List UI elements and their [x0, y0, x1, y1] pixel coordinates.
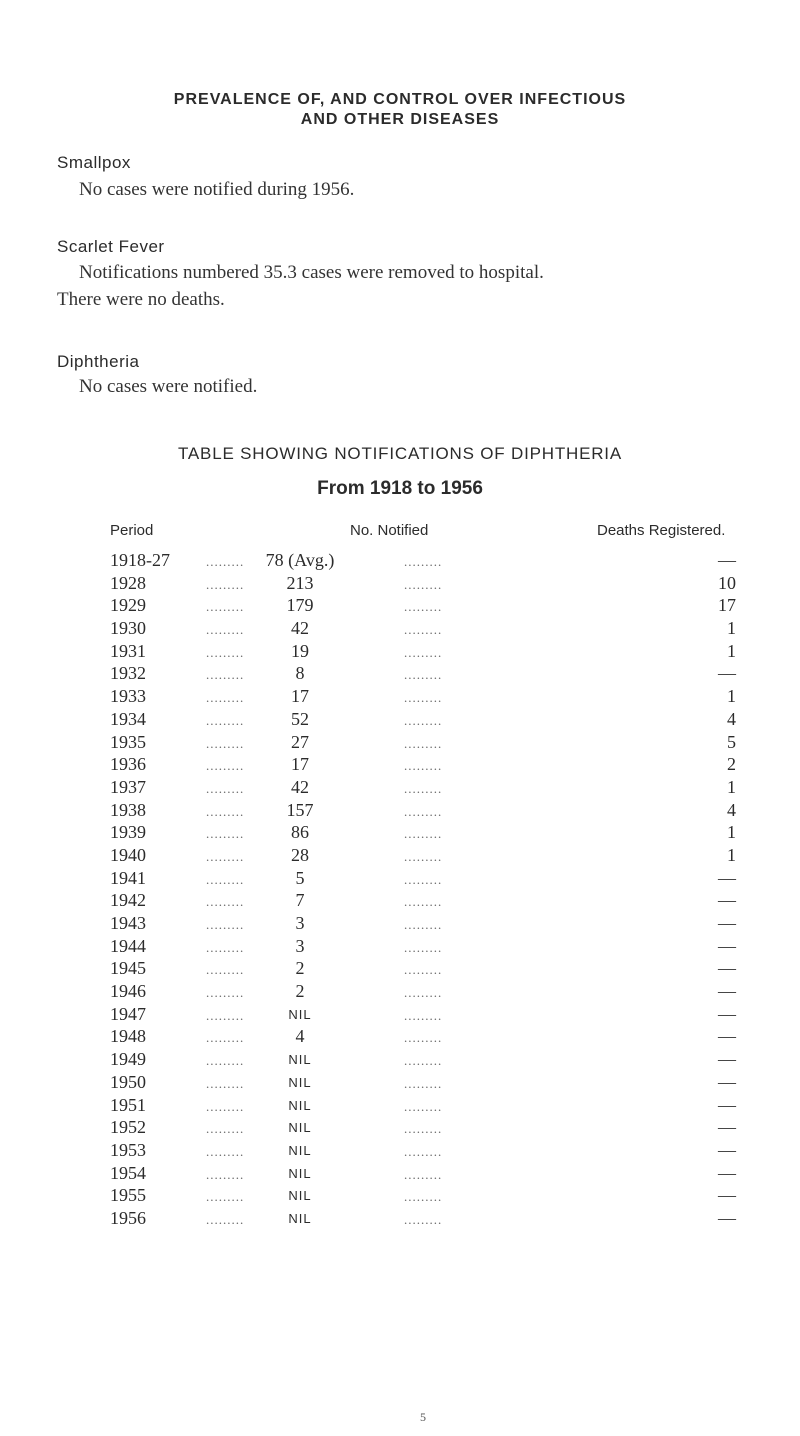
table-row	[0, 800, 800, 823]
deaths-cell: —	[718, 867, 736, 888]
period-cell: 1933	[110, 686, 146, 707]
dot-leader: .........	[404, 622, 443, 638]
table-row	[0, 913, 800, 936]
dot-leader: .........	[404, 576, 443, 592]
notified-cell: 5	[295, 867, 305, 888]
notified-cell: 3	[295, 935, 305, 956]
dot-leader: .........	[206, 894, 245, 910]
notified-cell: 27	[291, 731, 309, 752]
dot-leader: .........	[206, 622, 245, 638]
dot-leader: .........	[404, 917, 443, 932]
dot-leader: .........	[206, 803, 245, 819]
deaths-cell: —	[718, 550, 736, 570]
notified-cell: 8	[295, 663, 305, 684]
dot-leader: .........	[206, 1007, 245, 1023]
dot-leader: .........	[404, 599, 443, 615]
notified-cell: NIL	[288, 1142, 312, 1158]
dot-leader: .........	[206, 962, 245, 978]
dot-leader: .........	[206, 1166, 245, 1182]
dot-leader: .........	[206, 576, 245, 592]
notifications-table	[0, 550, 800, 1231]
dot-leader: .........	[206, 1075, 245, 1091]
page-title-line-1: PREVALENCE OF, AND CONTROL OVER INFECTIOUS	[173, 91, 627, 108]
period-cell: 1944	[110, 935, 146, 956]
period-cell: 1931	[110, 640, 146, 661]
page-title	[0, 90, 800, 130]
notified-cell: 213	[286, 572, 314, 593]
dot-leader: .........	[404, 712, 443, 728]
period-cell: 1952	[110, 1117, 146, 1138]
dot-leader: .........	[404, 894, 443, 910]
table-row	[0, 890, 800, 913]
deaths-cell: 1	[727, 618, 736, 639]
notified-cell: NIL	[288, 1097, 312, 1113]
table-row	[0, 709, 800, 732]
dot-leader: .........	[206, 735, 245, 751]
period-cell: 1918-27	[110, 550, 170, 570]
deaths-cell: —	[718, 890, 736, 911]
period-cell: 1928	[110, 572, 146, 593]
period-cell: 1956	[110, 1207, 146, 1228]
deaths-cell: —	[718, 1185, 736, 1206]
deaths-cell: 10	[718, 572, 736, 593]
scarlet-fever-text-line-2: There were no deaths.	[57, 289, 225, 310]
dot-leader: .........	[404, 1030, 443, 1046]
period-cell: 1934	[110, 708, 146, 729]
notified-cell: 157	[286, 799, 314, 820]
dot-leader: .........	[404, 826, 443, 842]
table-row	[0, 1072, 800, 1095]
period-cell: 1948	[110, 1026, 146, 1047]
period-cell: 1936	[110, 754, 146, 775]
deaths-cell: —	[718, 663, 736, 684]
dot-leader: .........	[206, 939, 245, 955]
deaths-cell: 1	[727, 776, 736, 797]
notified-cell: NIL	[288, 1052, 312, 1068]
dot-leader: .........	[404, 1189, 443, 1205]
table-row	[0, 868, 800, 891]
table-subtitle: From 1918 to 1956	[317, 478, 483, 499]
period-cell: 1937	[110, 776, 146, 797]
notified-cell: 78 (Avg.)	[265, 550, 335, 570]
dot-leader: .........	[404, 758, 443, 774]
deaths-cell: 17	[718, 595, 736, 616]
dot-leader: .........	[404, 1007, 443, 1023]
scarlet-fever-text-line-1: Notifications numbered 35.3 cases were removed to hospital.	[79, 262, 544, 283]
notified-cell: NIL	[288, 1006, 312, 1022]
dot-leader: .........	[404, 1166, 443, 1182]
deaths-cell: —	[718, 1026, 736, 1047]
section-text-diphtheria: No cases were notified.	[79, 376, 258, 397]
deaths-cell: 4	[727, 799, 736, 820]
section-heading-smallpox: Smallpox	[57, 153, 131, 172]
table-row	[0, 550, 800, 573]
notified-cell: 17	[291, 754, 309, 775]
period-cell: 1951	[110, 1094, 146, 1115]
table-row	[0, 1140, 800, 1163]
dot-leader: .........	[404, 780, 443, 796]
deaths-cell: —	[718, 1207, 736, 1228]
dot-leader: .........	[404, 939, 443, 955]
dot-leader: .........	[404, 803, 443, 819]
deaths-cell: 1	[727, 822, 736, 843]
section-text-scarlet-fever	[57, 259, 797, 313]
dot-leader: .........	[206, 712, 245, 728]
dot-leader: .........	[206, 871, 245, 887]
deaths-cell: —	[718, 1162, 736, 1183]
dot-leader: .........	[206, 917, 245, 932]
dot-leader: .........	[404, 985, 443, 1001]
dot-leader: .........	[206, 1189, 245, 1205]
deaths-cell: —	[718, 1003, 736, 1024]
dot-leader: .........	[206, 644, 245, 660]
table-row	[0, 732, 800, 755]
period-cell: 1938	[110, 799, 146, 820]
notified-cell: 42	[291, 618, 309, 639]
dot-leader: .........	[206, 826, 245, 842]
deaths-cell: —	[718, 958, 736, 979]
period-cell: 1932	[110, 663, 146, 684]
table-row	[0, 1095, 800, 1118]
table-row	[0, 1163, 800, 1186]
dot-leader: .........	[206, 667, 245, 683]
deaths-cell: —	[718, 1139, 736, 1160]
dot-leader: .........	[404, 1075, 443, 1091]
page-number: 5	[420, 1410, 426, 1424]
notified-cell: NIL	[288, 1120, 312, 1136]
section-heading-scarlet-fever: Scarlet Fever	[57, 237, 165, 256]
period-cell: 1945	[110, 958, 146, 979]
dot-leader: .........	[404, 690, 443, 706]
notified-cell: NIL	[288, 1188, 312, 1204]
page-title-line-2: AND OTHER DISEASES	[300, 111, 500, 128]
notified-cell: 52	[291, 708, 309, 729]
period-cell: 1950	[110, 1071, 146, 1092]
table-row	[0, 1026, 800, 1049]
notified-cell: 28	[291, 844, 309, 865]
table-title: TABLE SHOWING NOTIFICATIONS OF DIPHTHERIA	[178, 444, 622, 463]
dot-leader: .........	[404, 735, 443, 751]
section-heading-diphtheria: Diphtheria	[57, 352, 140, 371]
dot-leader: .........	[206, 848, 245, 864]
table-row	[0, 822, 800, 845]
table-row	[0, 618, 800, 641]
notified-cell: NIL	[288, 1210, 312, 1226]
deaths-cell: 1	[727, 640, 736, 661]
deaths-cell: —	[718, 935, 736, 956]
dot-leader: .........	[206, 599, 245, 615]
period-cell: 1955	[110, 1185, 146, 1206]
deaths-cell: 1	[727, 844, 736, 865]
period-cell: 1947	[110, 1003, 146, 1024]
period-cell: 1954	[110, 1162, 146, 1183]
dot-leader: .........	[404, 962, 443, 978]
notified-cell: NIL	[288, 1074, 312, 1090]
dot-leader: .........	[404, 848, 443, 864]
table-row	[0, 981, 800, 1004]
deaths-cell: —	[718, 913, 736, 933]
dot-leader: .........	[404, 1121, 443, 1137]
table-row	[0, 663, 800, 686]
table-row	[0, 1208, 800, 1231]
dot-leader: .........	[404, 1098, 443, 1114]
dot-leader: .........	[206, 554, 245, 569]
table-row	[0, 1049, 800, 1072]
column-header-deaths: Deaths Registered.	[597, 522, 726, 539]
table-row	[0, 686, 800, 709]
table-row	[0, 595, 800, 618]
deaths-cell: —	[718, 1049, 736, 1070]
table-row	[0, 936, 800, 959]
table-row	[0, 777, 800, 800]
notified-cell: 2	[295, 958, 305, 979]
dot-leader: .........	[206, 1053, 245, 1069]
section-text-smallpox: No cases were notified during 1956.	[79, 179, 355, 200]
dot-leader: .........	[404, 1053, 443, 1069]
notified-cell: 86	[291, 822, 309, 843]
table-row	[0, 958, 800, 981]
deaths-cell: 4	[727, 708, 736, 729]
dot-leader: .........	[206, 1030, 245, 1046]
table-row	[0, 845, 800, 868]
dot-leader: .........	[404, 1211, 443, 1227]
dot-leader: .........	[206, 758, 245, 774]
dot-leader: .........	[206, 780, 245, 796]
deaths-cell: —	[718, 1117, 736, 1138]
dot-leader: .........	[404, 644, 443, 660]
deaths-cell: —	[718, 981, 736, 1002]
notified-cell: 17	[291, 686, 309, 707]
dot-leader: .........	[206, 1143, 245, 1159]
period-cell: 1935	[110, 731, 146, 752]
period-cell: 1930	[110, 618, 146, 639]
dot-leader: .........	[206, 1098, 245, 1114]
column-header-period: Period	[110, 522, 154, 539]
dot-leader: .........	[206, 1211, 245, 1227]
period-cell: 1946	[110, 981, 146, 1002]
dot-leader: .........	[404, 667, 443, 683]
table-row	[0, 754, 800, 777]
column-header-notified: No. Notified	[350, 522, 429, 539]
period-cell: 1953	[110, 1139, 146, 1160]
table-row	[0, 573, 800, 596]
deaths-cell: 2	[727, 754, 736, 775]
notified-cell: 7	[295, 890, 305, 911]
deaths-cell: 5	[727, 731, 736, 752]
period-cell: 1943	[110, 913, 146, 933]
deaths-cell: —	[718, 1094, 736, 1115]
deaths-cell: 1	[727, 686, 736, 707]
notified-cell: 2	[295, 981, 305, 1002]
dot-leader: .........	[206, 1121, 245, 1137]
period-cell: 1929	[110, 595, 146, 616]
notified-cell: 4	[295, 1026, 305, 1047]
dot-leader: .........	[404, 1143, 443, 1159]
dot-leader: .........	[404, 871, 443, 887]
notified-cell: 42	[291, 776, 309, 797]
dot-leader: .........	[404, 554, 443, 569]
notified-cell: 3	[295, 913, 305, 933]
table-row	[0, 1004, 800, 1027]
table-row	[0, 1185, 800, 1208]
deaths-cell: —	[718, 1071, 736, 1092]
notified-cell: NIL	[288, 1165, 312, 1181]
notified-cell: 179	[286, 595, 314, 616]
dot-leader: .........	[206, 690, 245, 706]
period-cell: 1949	[110, 1049, 146, 1070]
dot-leader: .........	[206, 985, 245, 1001]
notified-cell: 19	[291, 640, 309, 661]
period-cell: 1939	[110, 822, 146, 843]
period-cell: 1941	[110, 867, 146, 888]
table-row	[0, 641, 800, 664]
table-row	[0, 1117, 800, 1140]
period-cell: 1940	[110, 844, 146, 865]
period-cell: 1942	[110, 890, 146, 911]
